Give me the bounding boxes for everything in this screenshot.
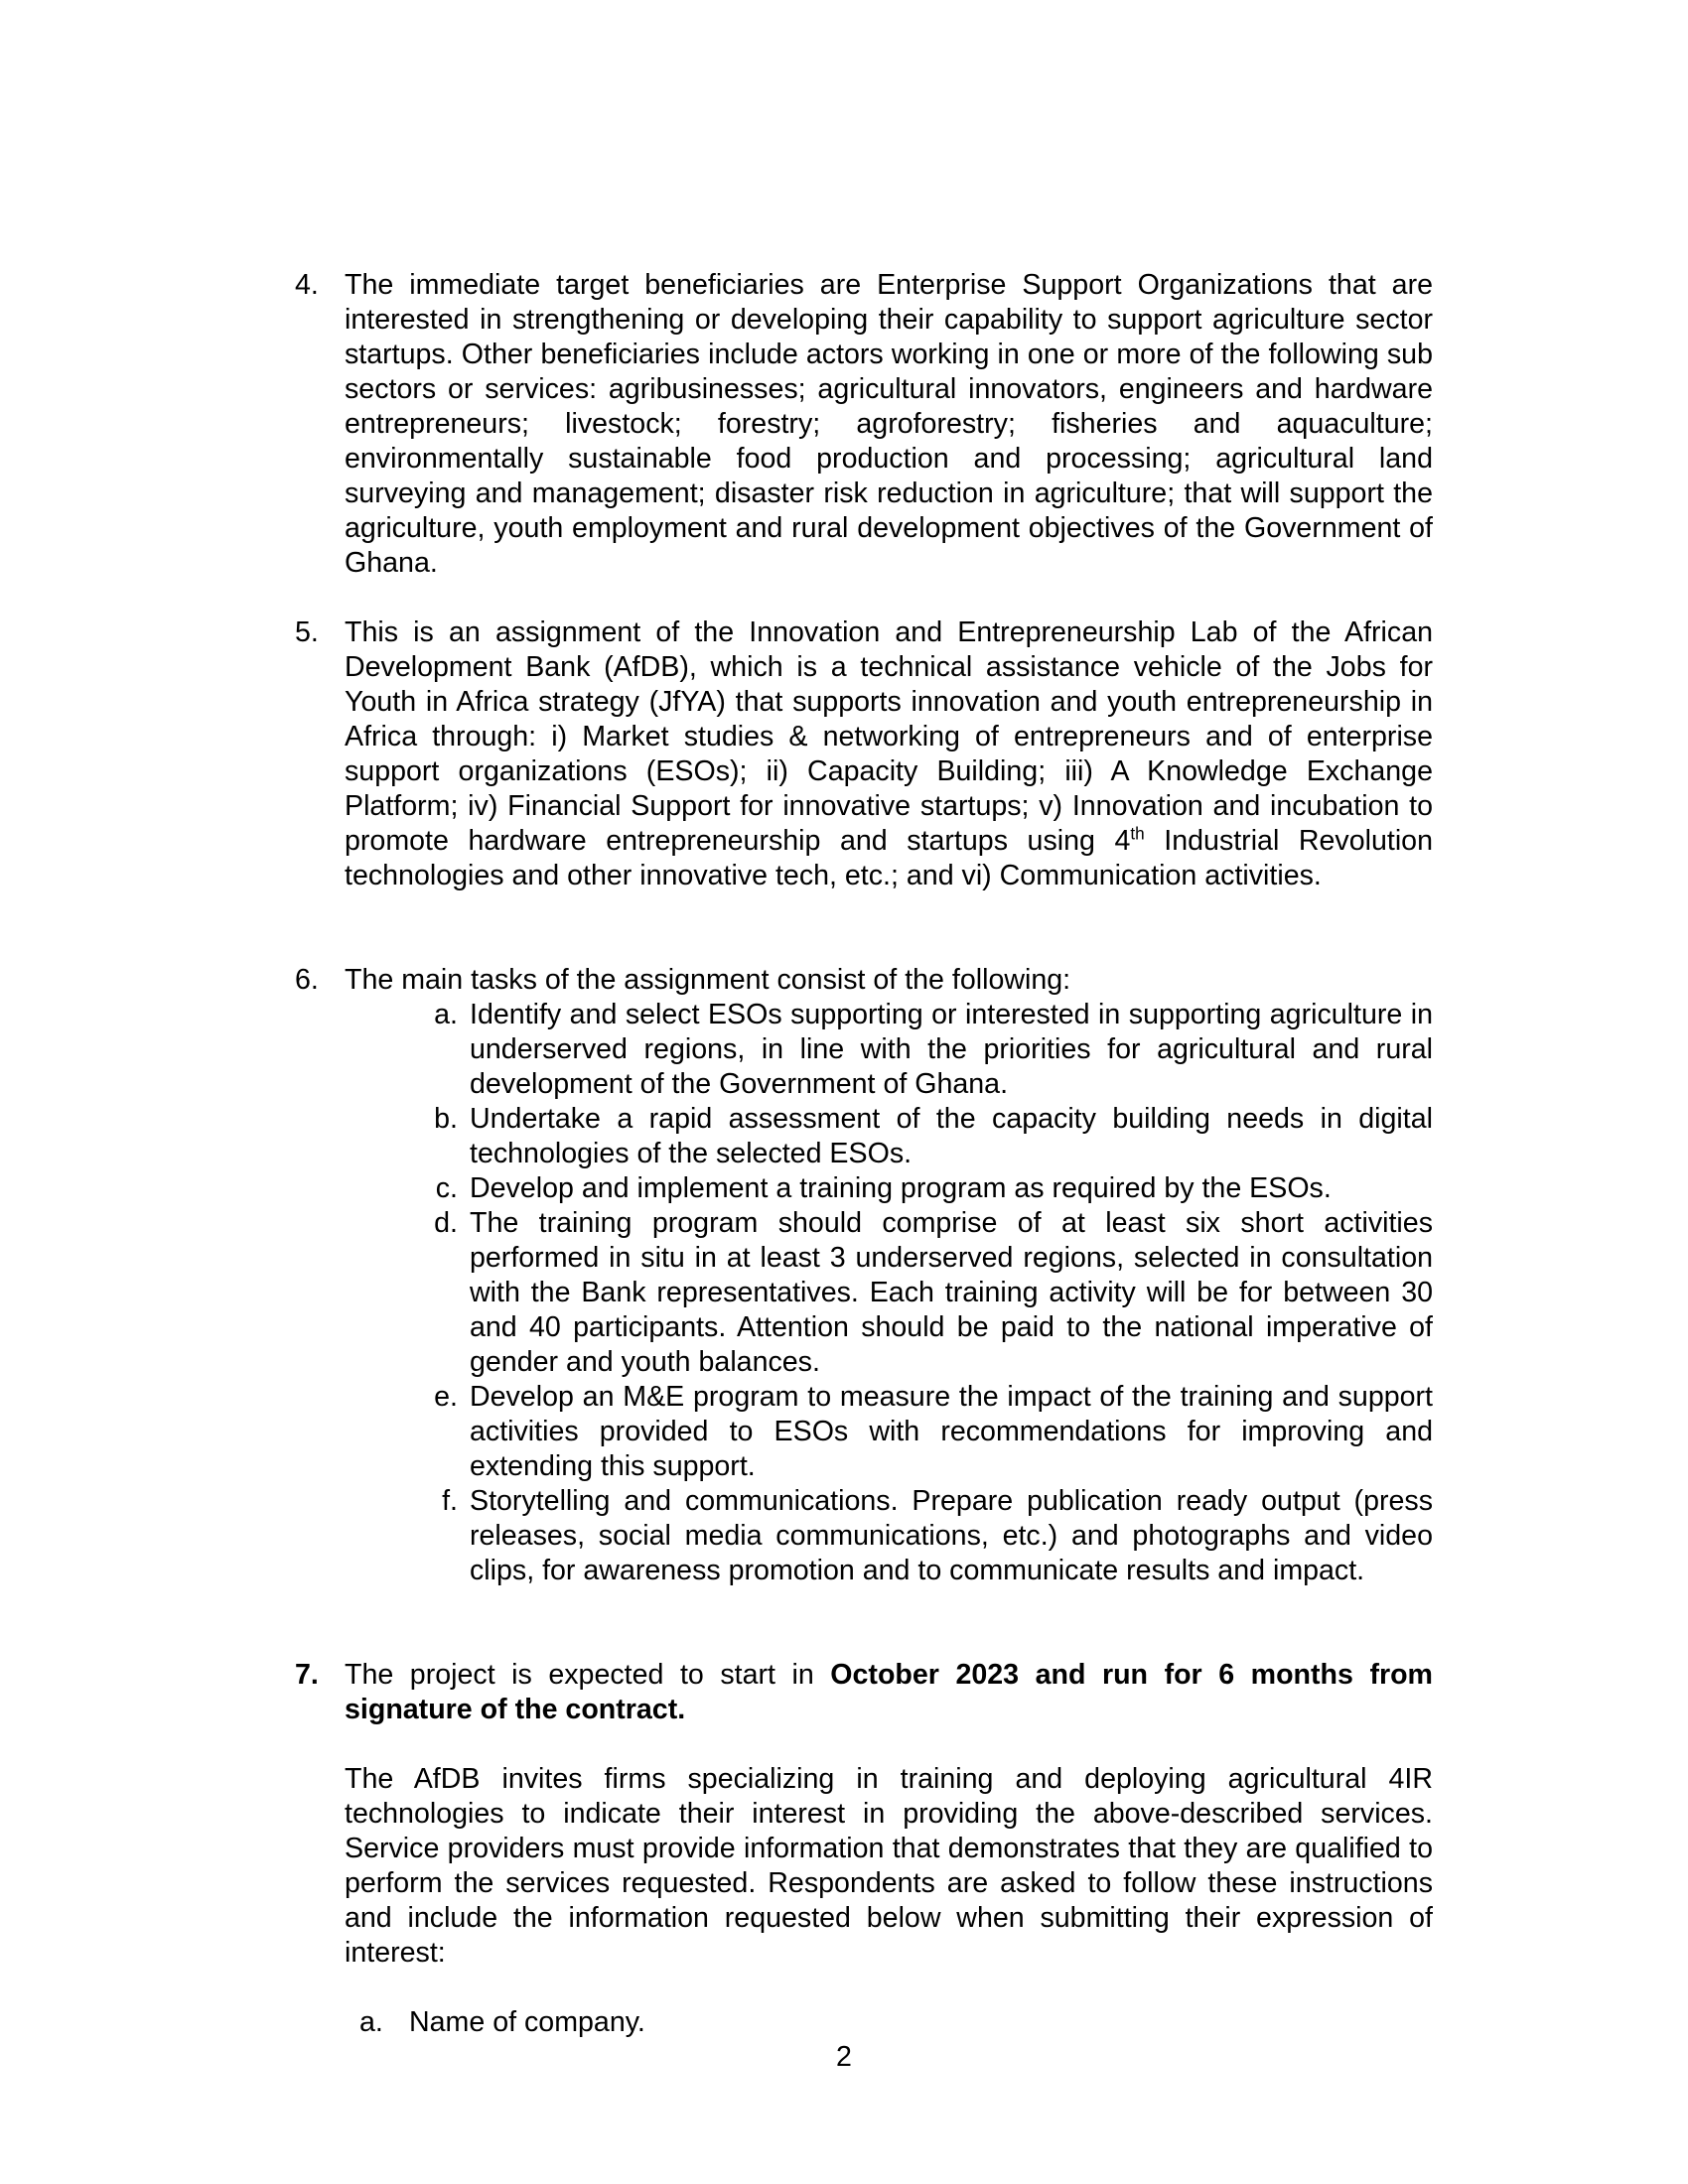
invitation-text: The AfDB invites firms specializing in training and deploying agricultural 4IR technologies to indicate their interest in providing the above-described services. Service providers must provide information that demonstrates that they are qualified to perform the services requested. Respondents are asked to follow these instructions and include the information requested below when submitting their expression of interest:: [345, 1763, 1433, 1969]
sub-text: Develop an M&E program to measure the impact of the training and support activities provided to ESOs with recommendations for improving and extending this support.: [470, 1381, 1433, 1482]
item-number: 6.: [295, 964, 319, 996]
list-item-4: [295, 268, 1433, 581]
sub-letter: d.: [434, 1207, 458, 1239]
requirement-item-a: [359, 2005, 645, 2040]
item-text-bold: October 2023 and run for 6 months from signature of the contract.: [345, 1659, 1433, 1725]
superscript-ordinal: th: [1130, 823, 1145, 844]
sub-text: Identify and select ESOs supporting or interested in supporting agriculture in underserved regions, in line with the priorities for agricultural and rural development of the Government of Ghana.: [470, 999, 1433, 1100]
list-item-7: [295, 1658, 1433, 1727]
task-sublist: [434, 998, 1433, 1588]
sublist-item-a: [434, 998, 1433, 1102]
sublist-item-f: [442, 1484, 1433, 1588]
page-number: 2: [836, 2041, 852, 2073]
item-text: The immediate target beneficiaries are Enterprise Support Organizations that are interested in strengthening or developing their capability to support agriculture sector startups. Other beneficiaries include actors working in one or more of the following sub sectors or services: agribusinesses; agricultural innovators, engineers and hardware entrepreneurs; livestock; forestry; agroforestry; fisheries and aquaculture; environmentally sustainable food production and processing; agricultural land surveying and management; disaster risk reduction in agriculture; that will support the agriculture, youth employment and rural development objectives of the Government of Ghana.: [345, 269, 1433, 579]
item-intro: The main tasks of the assignment consist of the following:: [345, 964, 1071, 996]
sub-text: Undertake a rapid assessment of the capacity building needs in digital technologies of the selected ESOs.: [470, 1103, 1433, 1169]
item-number: 4.: [295, 269, 319, 301]
list-item-5: [295, 615, 1433, 893]
invitation-paragraph: [295, 1762, 1433, 1971]
item-text-part: Industrial Revolution technologies and other innovative tech, etc.; and vi) Communication activities.: [345, 825, 1433, 891]
sub-text: The training program should comprise of at least six short activities performed in situ in at least 3 underserved regions, selected in consultation with the Bank representatives. Each training activity will be for between 30 and 40 participants. Attention should be paid to the national imperative of gender and youth balances.: [470, 1207, 1433, 1378]
sublist-item-c: [435, 1171, 1433, 1206]
sub-letter: a.: [434, 999, 458, 1030]
sub-text: Storytelling and communications. Prepare publication ready output (press releases, social media communications, etc.) and photographs and video clips, for awareness promotion and to communicate results and impact.: [470, 1485, 1433, 1586]
requirement-letter: a.: [359, 2006, 383, 2038]
sub-letter: c.: [435, 1172, 458, 1204]
item-number: 5.: [295, 616, 319, 648]
sublist-item-e: [434, 1380, 1433, 1484]
item-text: [345, 615, 1433, 893]
sub-letter: f.: [442, 1485, 458, 1517]
sublist-item-b: [434, 1102, 1433, 1171]
list-item-6: [295, 963, 1433, 1588]
item-text-part: The project is expected to start in: [345, 1659, 831, 1691]
sublist-item-d: [434, 1206, 1433, 1380]
sub-letter: b.: [434, 1103, 458, 1135]
item-number: 7.: [295, 1659, 319, 1691]
sub-letter: e.: [434, 1381, 458, 1413]
requirement-text: Name of company.: [409, 2006, 645, 2038]
sub-text: Develop and implement a training program as required by the ESOs.: [470, 1172, 1332, 1204]
item-text-part: This is an assignment of the Innovation and Entrepreneurship Lab of the African Development Bank (AfDB), which is a technical assistance vehicle of the Jobs for Youth in Africa strategy (JfYA) that supports innovation and youth entrepreneurship in Africa through: i) Market studies & networking of entrepreneurs and of enterprise support organizations (ESOs); ii) Capacity Building; iii) A Knowledge Exchange Platform; iv) Financial Support for innovative startups; v) Innovation and incubation to promote hardware entrepreneurship and startups using 4: [345, 616, 1433, 857]
item-text: [345, 1658, 1433, 1727]
